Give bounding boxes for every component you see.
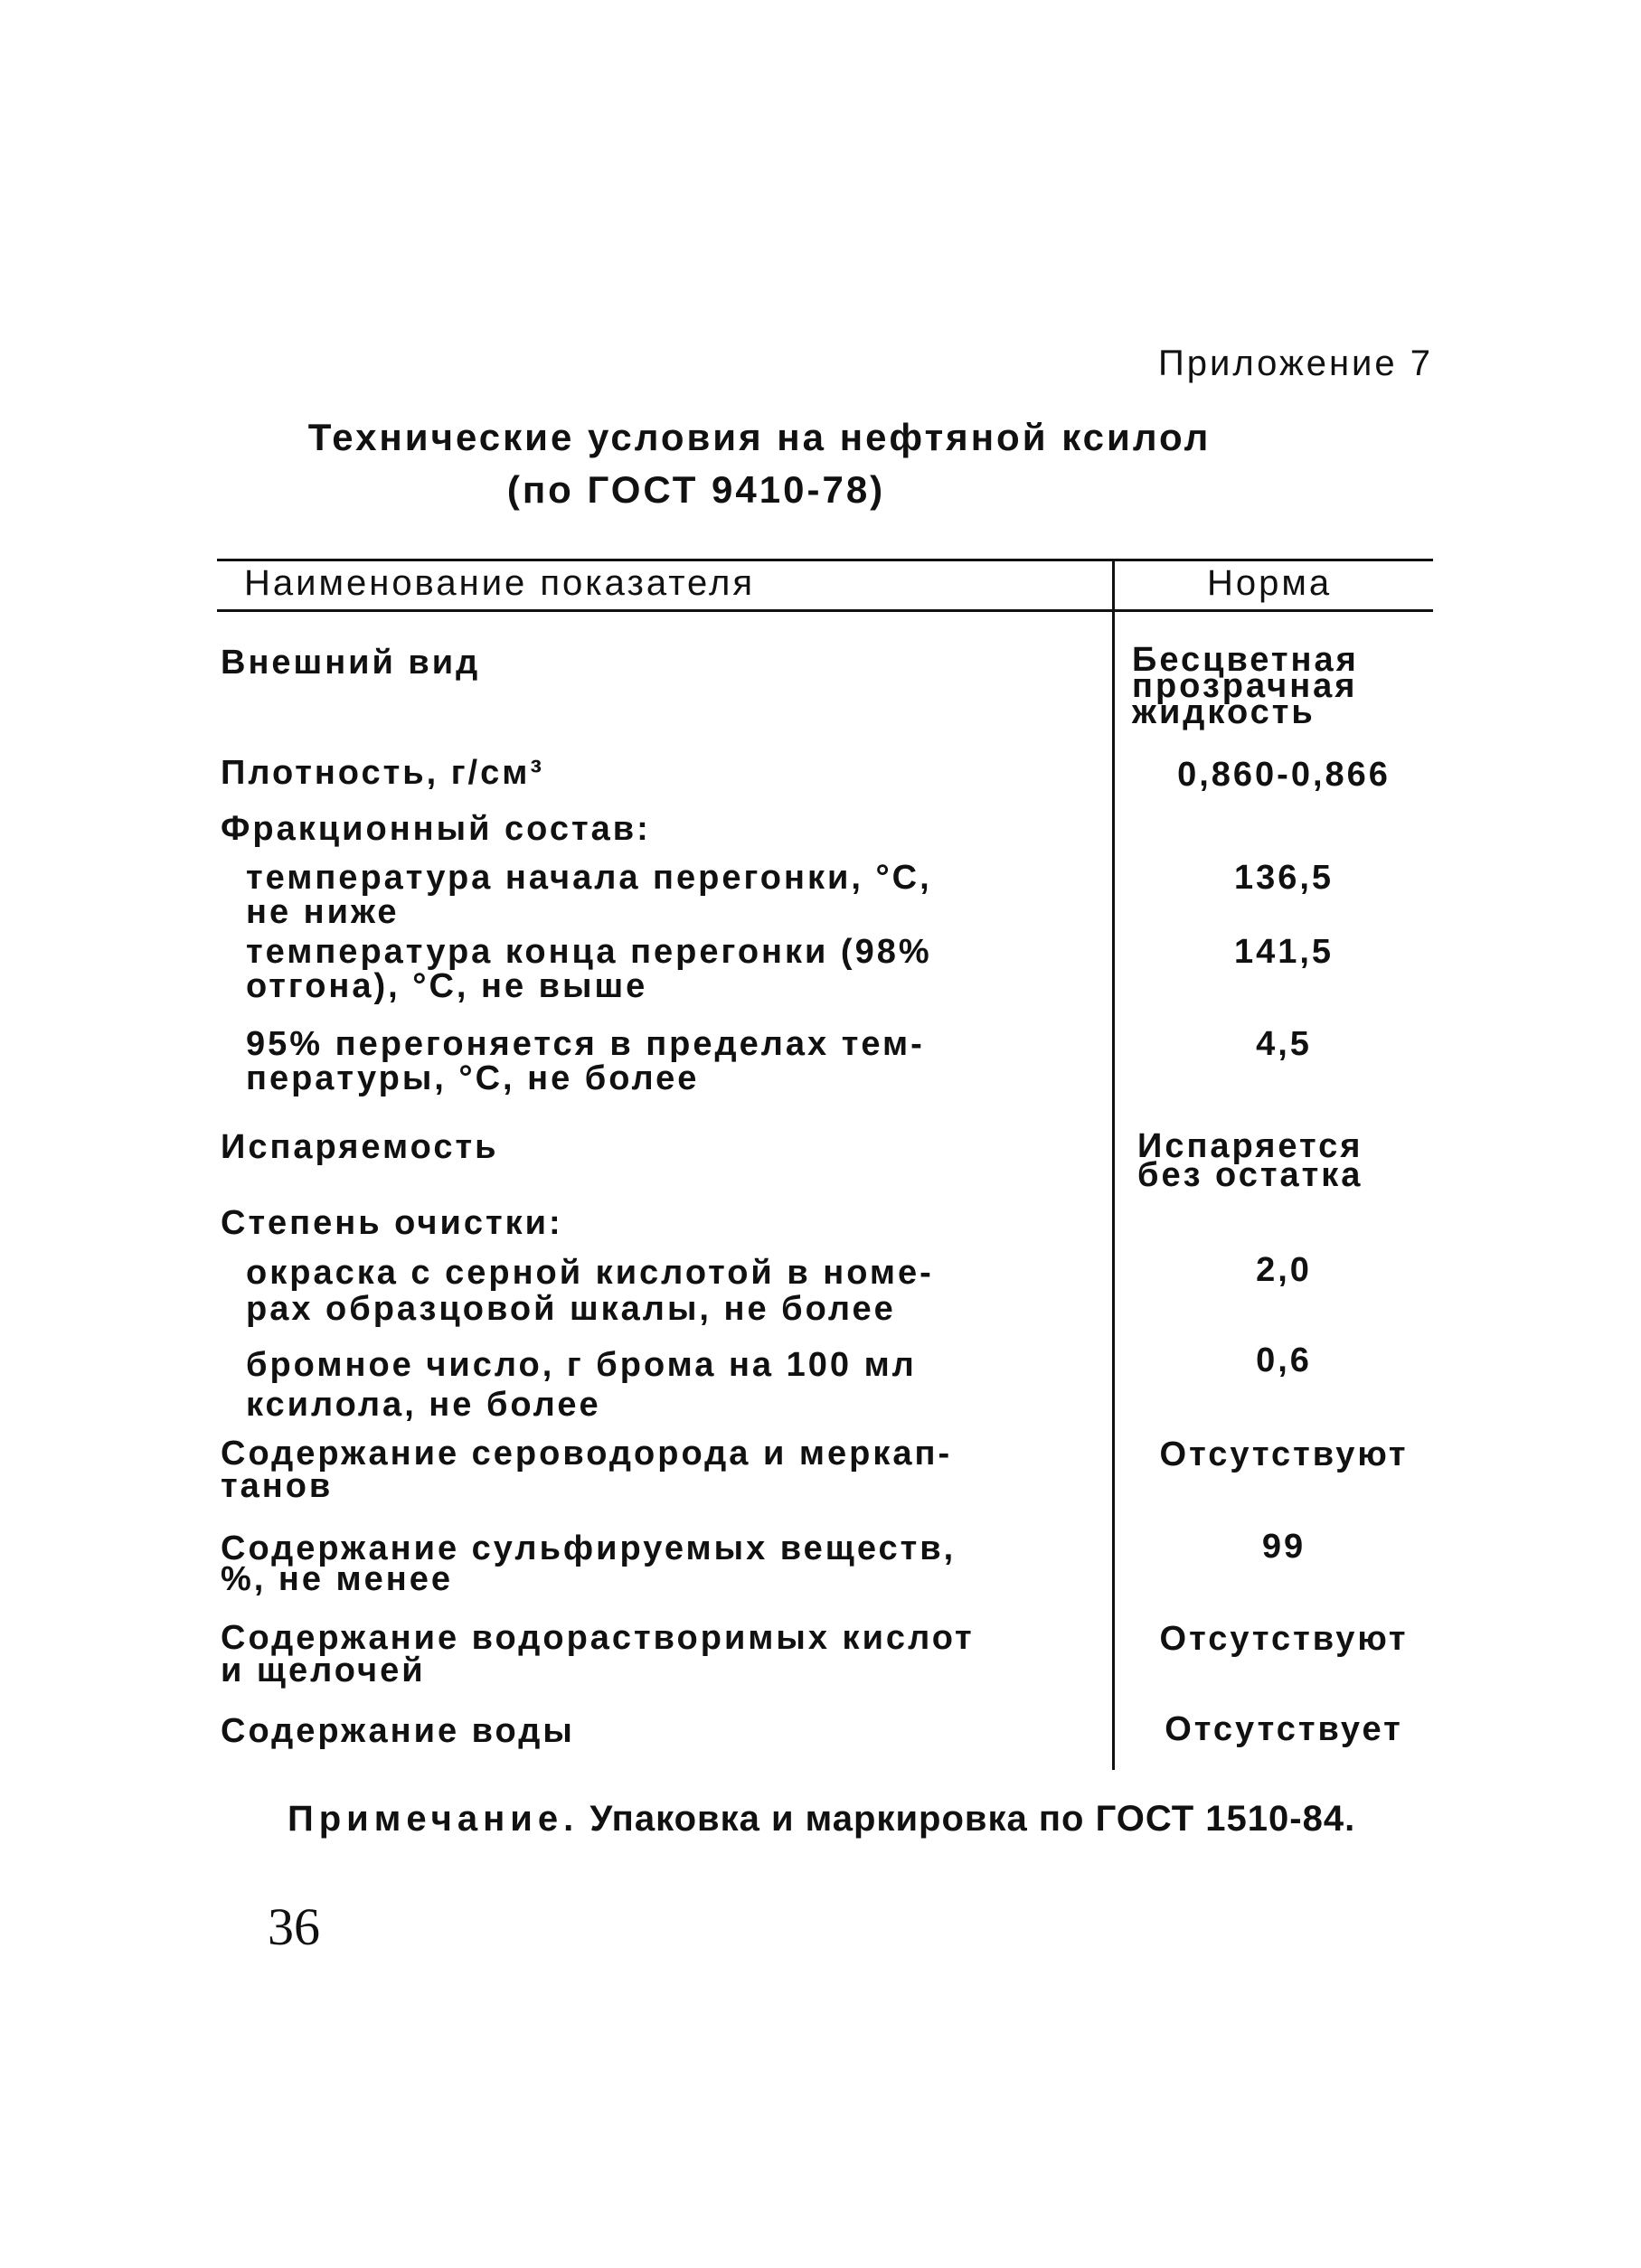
table-row-value: 99 — [1261, 1528, 1306, 1566]
table-row-name: Испаряемость — [221, 1128, 499, 1166]
table-row-name: Содержание сероводорода и меркап- танов — [221, 1435, 953, 1505]
table-row-name: Плотность, г/см³ — [221, 754, 544, 792]
table-row-name: Содержание сульфируемых веществ, %, не менее — [221, 1529, 957, 1598]
table-row-name: Внешний вид — [221, 644, 481, 682]
note-text: Упаковка и маркировка по ГОСТ 1510-84. — [579, 1799, 1356, 1839]
table-row-name: бромное число, г брома на 100 мл ксилола, не более — [246, 1346, 917, 1424]
header-norm: Норма — [1207, 563, 1333, 603]
table-row-name: окраска с серной кислотой в номе- рах образцовой шкалы, не более — [246, 1254, 934, 1328]
table-row-name: Содержание воды — [221, 1712, 575, 1750]
table-row-value: 141,5 — [1233, 933, 1334, 971]
table-row-value: 136,5 — [1233, 859, 1334, 897]
table-row-name: Степень очистки: — [221, 1204, 563, 1242]
table-row-value: Бесцветная прозрачная жидкость — [1132, 641, 1359, 731]
table-row-value: Испаряется без остатка — [1137, 1127, 1363, 1194]
title-line-2: (по ГОСТ 9410-78) — [506, 468, 886, 511]
table-row-name: 95% перегоняется в пределах тем- пературы, °С, не более — [246, 1025, 925, 1097]
table-top-rule — [217, 559, 1433, 561]
table-header-rule — [217, 609, 1433, 612]
note-label: Примечание. — [288, 1799, 580, 1839]
table-row-name: температура начала перегонки, °С, не ниже — [246, 859, 932, 931]
document-title — [217, 411, 1302, 516]
table-row-value: Отсутствуют — [1159, 1435, 1409, 1473]
appendix-label: Приложение 7 — [1158, 343, 1433, 383]
specs-table — [217, 559, 1433, 1770]
page-number: 36 — [268, 1897, 320, 1956]
header-indicator-name: Наименование показателя — [244, 563, 755, 603]
table-row-value: Отсутствует — [1165, 1710, 1403, 1748]
column-divider — [1112, 559, 1115, 1770]
note — [288, 1799, 1463, 1840]
title-line-1: Технические условия на нефтяной ксилол — [307, 416, 1212, 458]
table-row-name: Содержание водорастворимых кислот и щелочей — [221, 1619, 975, 1689]
table-row-value: 4,5 — [1256, 1025, 1312, 1063]
table-row-name: температура конца перегонки (98% отгона), °С, не выше — [246, 933, 932, 1005]
table-row-value: 0,6 — [1256, 1341, 1312, 1379]
table-row-value: 0,860-0,866 — [1177, 756, 1391, 794]
table-row-name: Фракционный состав: — [221, 810, 651, 848]
table-row-value: 2,0 — [1256, 1251, 1312, 1289]
table-row-value: Отсутствуют — [1159, 1620, 1409, 1658]
